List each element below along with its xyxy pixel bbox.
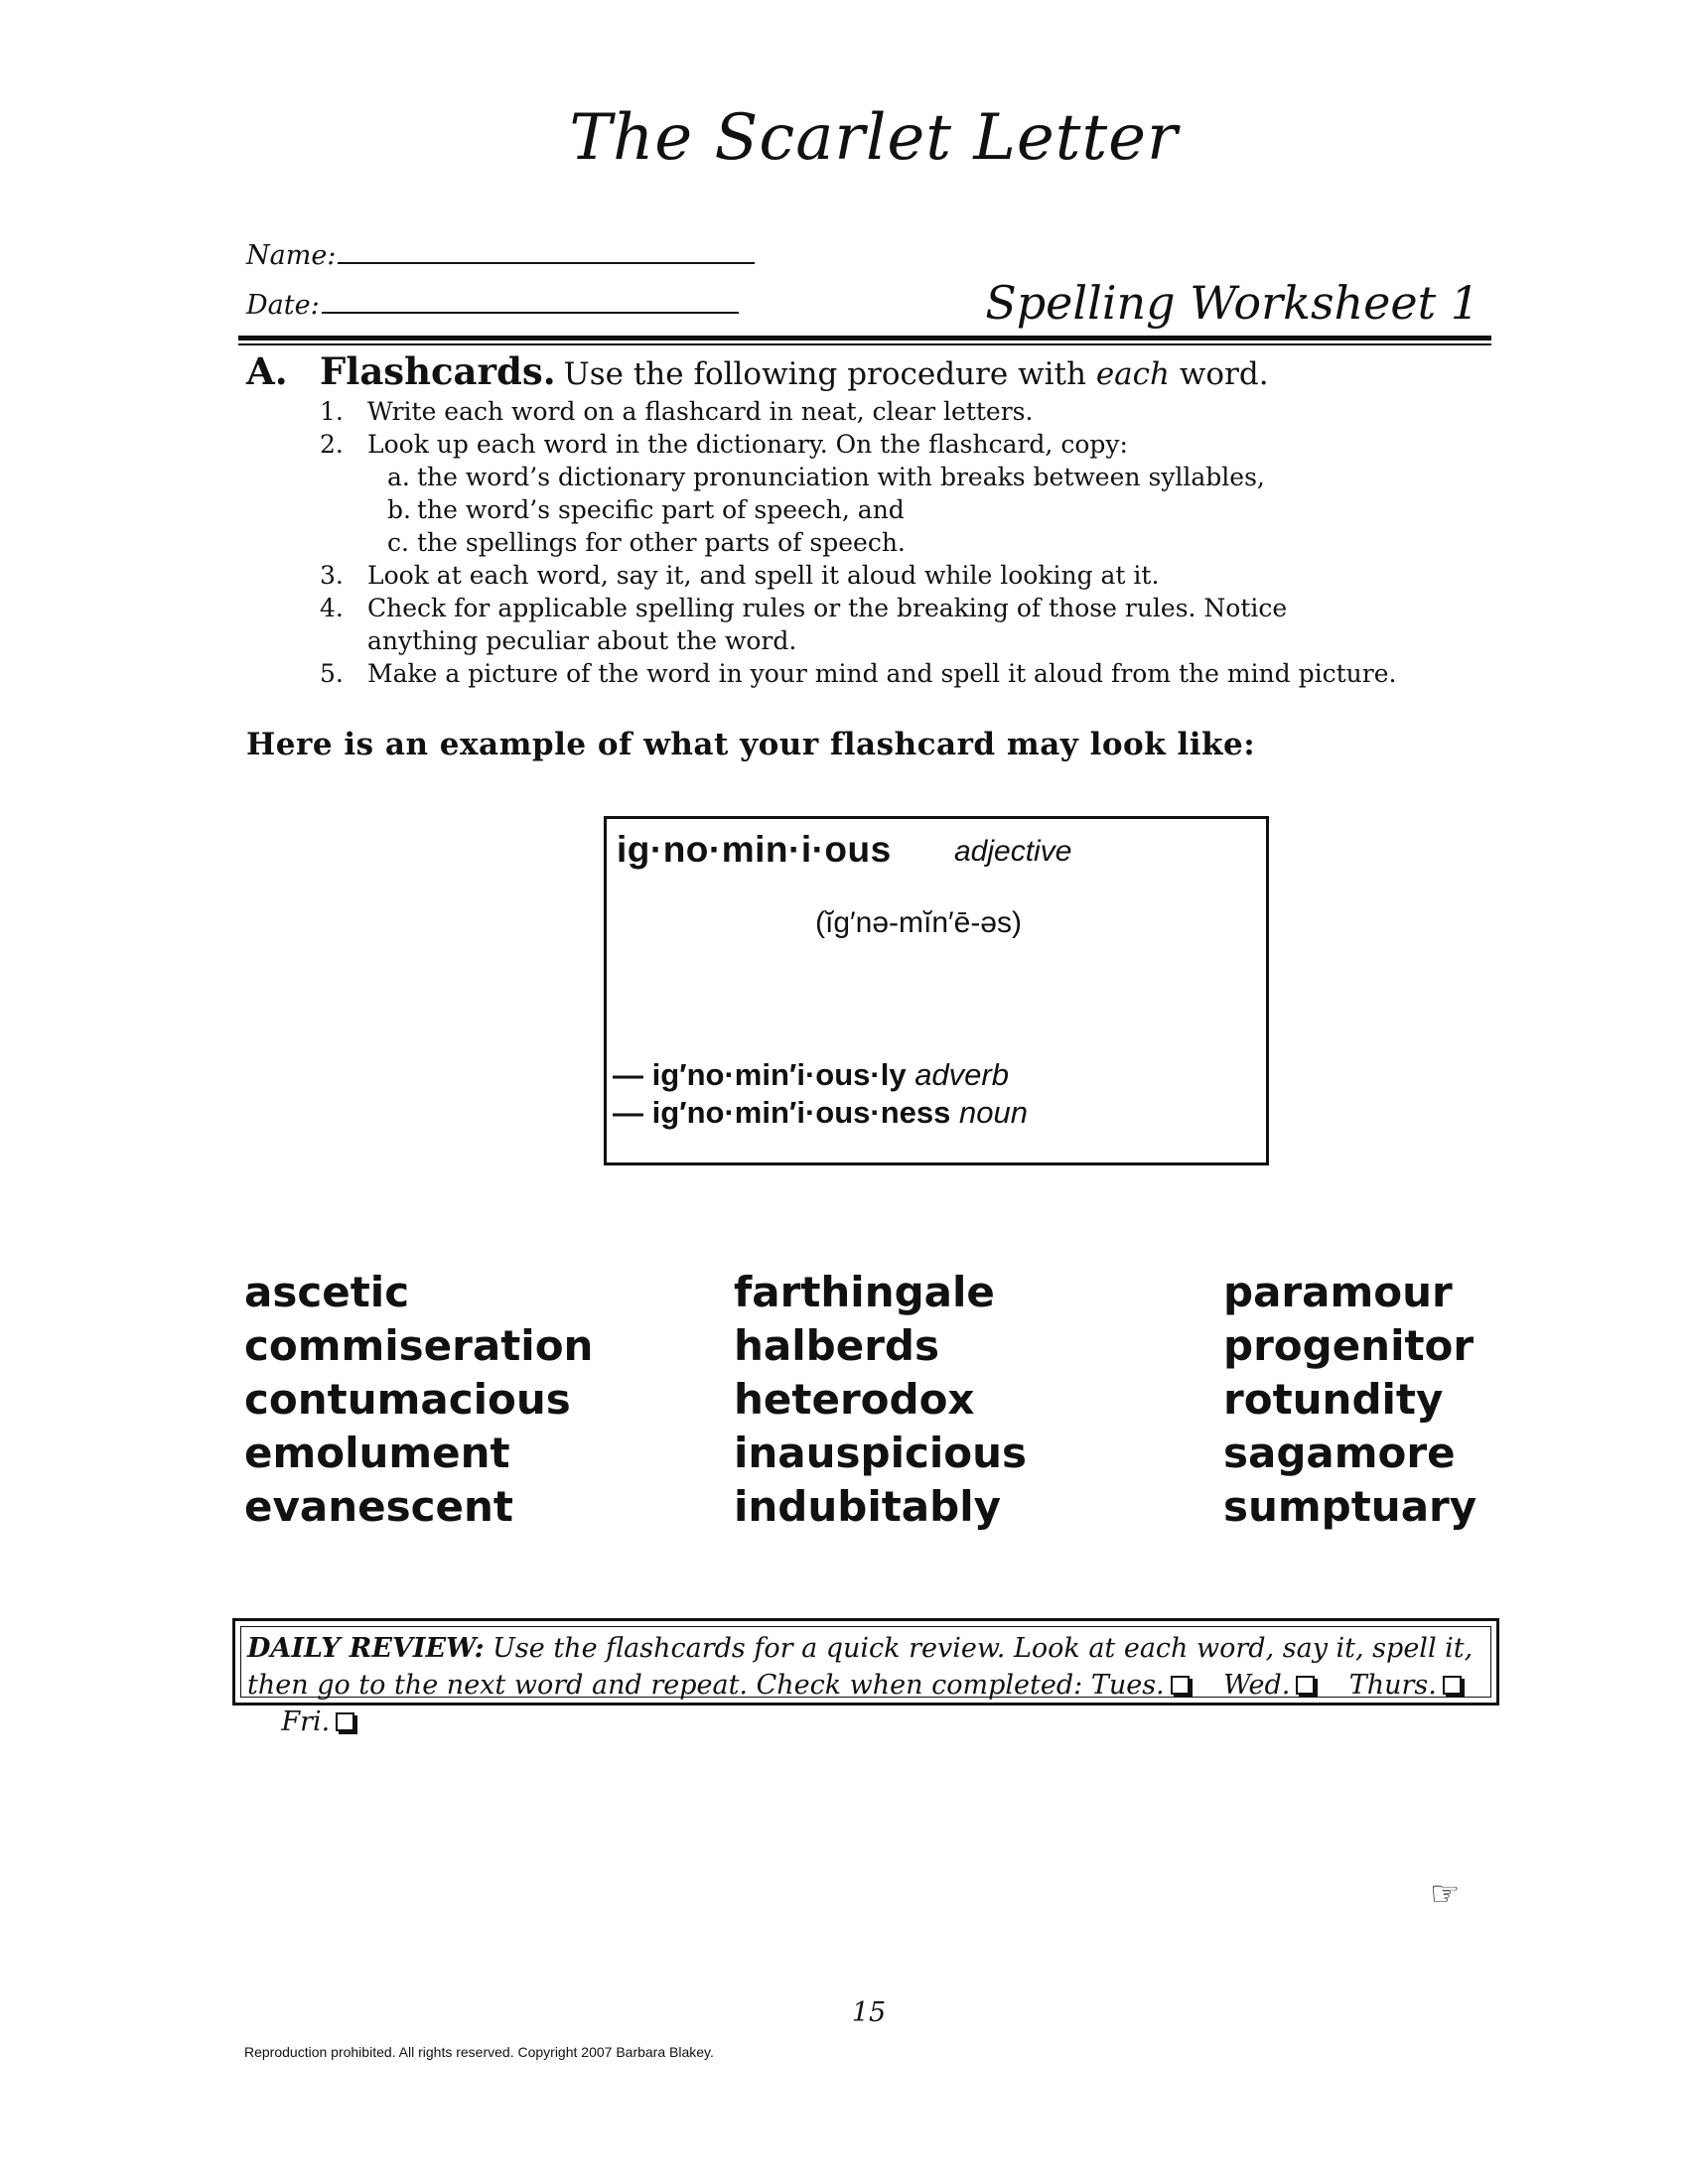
procedure-step: 2. Look up each word in the dictionary. On the flashcard, copy:: [320, 430, 1128, 459]
date-field[interactable]: [246, 290, 739, 321]
pointing-hand-icon: ☞: [1430, 1874, 1461, 1914]
checkbox-thurs[interactable]: [1443, 1676, 1462, 1695]
word-list-column-2: [734, 1266, 1027, 1534]
copyright-notice: Reproduction prohibited. All rights reserved. Copyright 2007 Barbara Blakey.: [244, 2044, 714, 2060]
checkbox-day-label: Fri.: [281, 1706, 331, 1737]
spelling-word: sumptuary: [1223, 1482, 1477, 1531]
spelling-word: commiseration: [244, 1321, 594, 1370]
name-field[interactable]: [246, 240, 755, 271]
daily-review-text: DAILY REVIEW: Use the flashcards for a quick review. Look at each word, say it, spell it, then go to the next word and repeat. Check when completed: Tues. Wed. Thurs. Fri.: [240, 1626, 1491, 1698]
example-heading: Here is an example of what your flashcard may look like:: [246, 727, 1256, 762]
checkbox-day-label: Tues.: [1090, 1670, 1165, 1701]
procedure-list: [320, 395, 1491, 690]
spelling-word: inauspicious: [734, 1429, 1028, 1477]
date-blank-line[interactable]: [322, 290, 739, 314]
spelling-word: farthingale: [734, 1268, 995, 1316]
flashcard-derivative: — ig′no·min′i·ous·ness noun: [613, 1095, 1028, 1130]
procedure-step: 3. Look at each word, say it, and spell it aloud while looking at it.: [320, 561, 1160, 590]
daily-review-label: DAILY REVIEW:: [247, 1633, 485, 1664]
daily-review-box: [232, 1618, 1499, 1737]
procedure-step: 5. Make a picture of the word in your mind and spell it aloud from the mind picture.: [320, 659, 1397, 688]
header-divider-thick: [238, 336, 1491, 341]
checkbox-tues[interactable]: [1171, 1676, 1190, 1695]
spelling-word: emolument: [244, 1429, 510, 1477]
spelling-word: halberds: [734, 1321, 939, 1370]
checkbox-day-label: Thurs.: [1348, 1670, 1437, 1701]
section-letter: A.: [246, 349, 288, 393]
procedure-substep: c. the spellings for other parts of speech.: [387, 528, 906, 557]
spelling-word: ascetic: [244, 1268, 410, 1316]
flashcard-derivative: — ig′no·min′i·ous·ly adverb: [613, 1057, 1009, 1092]
procedure-substep: b. the word’s specific part of speech, and: [387, 495, 905, 524]
procedure-step: 4. Check for applicable spelling rules or the breaking of those rules. Notice anything peculiar about the word.: [320, 594, 1288, 655]
spelling-word: evanescent: [244, 1482, 513, 1531]
checkbox-wed[interactable]: [1296, 1676, 1315, 1695]
section-title: Flashcards.: [320, 349, 556, 393]
worksheet-subtitle: Spelling Worksheet 1: [985, 276, 1479, 330]
section-a-heading: [246, 349, 1269, 393]
flashcard-pronunciation: (ĭg′nə-mĭn′ē-əs): [815, 906, 1022, 939]
spelling-word: paramour: [1223, 1268, 1453, 1316]
spelling-word: rotundity: [1223, 1375, 1444, 1424]
name-blank-line[interactable]: [338, 240, 755, 264]
flashcard-part-of-speech: adjective: [954, 835, 1072, 868]
worksheet-book-title: The Scarlet Letter: [569, 101, 1179, 175]
flashcard-word: ig·no·min·i·ous: [617, 829, 892, 870]
word-list-column-3: [1223, 1266, 1477, 1534]
spelling-word: heterodox: [734, 1375, 975, 1424]
checkbox-fri[interactable]: [336, 1712, 354, 1731]
section-intro: Use the following procedure with each word.: [563, 356, 1269, 392]
spelling-word: indubitably: [734, 1482, 1001, 1531]
spelling-word: contumacious: [244, 1375, 571, 1424]
date-label: Date:: [246, 290, 320, 321]
spelling-word: progenitor: [1223, 1321, 1475, 1370]
procedure-step: 1. Write each word on a flashcard in neat, clear letters.: [320, 397, 1034, 426]
spelling-word: sagamore: [1223, 1429, 1456, 1477]
page-number: 15: [851, 1997, 887, 2028]
header-divider-thin: [238, 343, 1491, 345]
word-list-column-1: [244, 1266, 593, 1534]
procedure-substep: a. the word’s dictionary pronunciation with breaks between syllables,: [387, 463, 1265, 491]
name-label: Name:: [246, 240, 337, 271]
example-flashcard: [604, 816, 1269, 1165]
checkbox-day-label: Wed.: [1222, 1670, 1291, 1701]
